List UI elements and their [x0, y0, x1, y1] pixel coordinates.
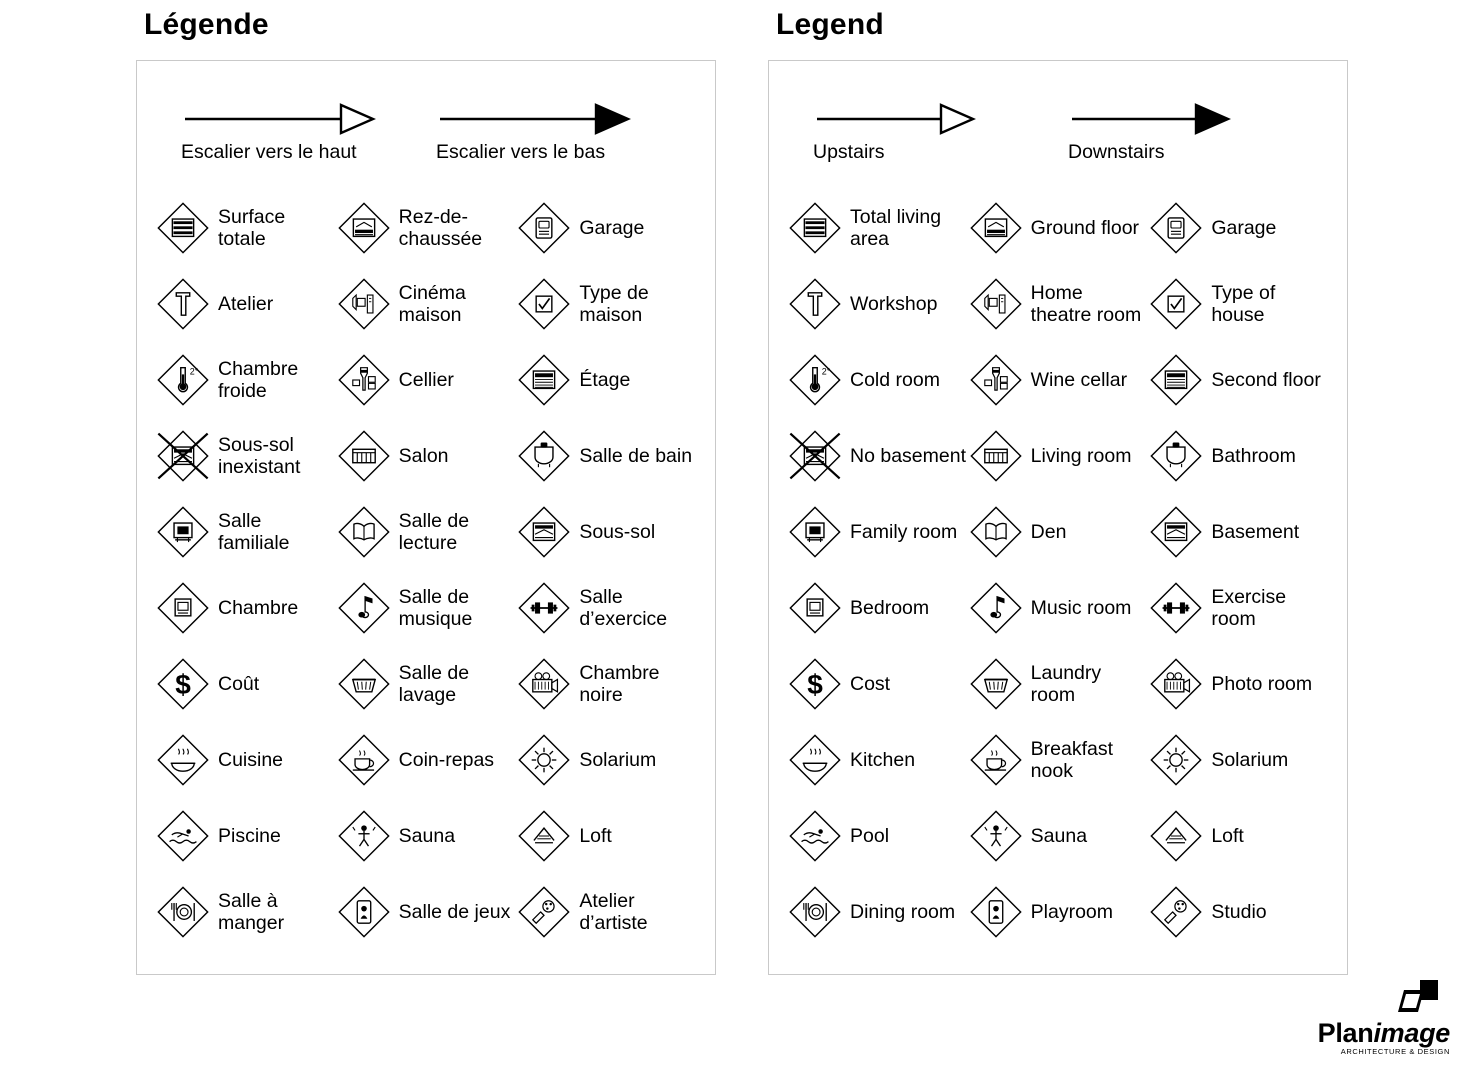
legend-item-label: Playroom [1030, 900, 1114, 923]
legend-item [968, 570, 1149, 646]
legend-item-label: Chambre noire [579, 661, 660, 706]
legend-item-label: Cuisine [218, 748, 284, 771]
legend-item-label: Salon [398, 444, 449, 467]
legend-item [336, 494, 517, 570]
legend-item-label: Workshop [850, 292, 938, 315]
legend-item-label: Music room [1030, 596, 1132, 619]
stairs-up-label-french: Escalier vers le haut [181, 141, 357, 163]
legend-item-label: Den [1030, 520, 1067, 543]
legend-item-label: Breakfast nook [1030, 737, 1114, 782]
legend-item-label: Photo room [1211, 672, 1313, 695]
playroom-icon [968, 884, 1024, 940]
legend-item-label: Bedroom [850, 596, 930, 619]
legend-item [1148, 874, 1329, 950]
legend-item [155, 494, 336, 570]
kitchen-icon [155, 732, 211, 788]
solarium-icon [516, 732, 572, 788]
legend-item [336, 266, 517, 342]
bedroom-icon [787, 580, 843, 636]
legend-item-label: Sous-sol inexistant [218, 433, 301, 478]
legend-item-label: Pool [850, 824, 890, 847]
legend-item [787, 722, 968, 798]
legend-item-label: Solarium [579, 748, 657, 771]
second-floor-icon [516, 352, 572, 408]
basement-icon [1148, 504, 1204, 560]
legend-item-label: Loft [1211, 824, 1244, 847]
legend-item-label: Wine cellar [1030, 368, 1128, 391]
logo-name-italic: image [1373, 1018, 1450, 1048]
legend-item-label: Atelier [218, 292, 274, 315]
ground-floor-icon [968, 200, 1024, 256]
legend-item-label: Solarium [1211, 748, 1289, 771]
pool-icon [155, 808, 211, 864]
family-room-icon [787, 504, 843, 560]
stairs-down-label-french: Escalier vers le bas [436, 141, 606, 163]
solarium-icon [1148, 732, 1204, 788]
legend-item [787, 798, 968, 874]
legend-item-label: Chambre [218, 596, 299, 619]
laundry-room-icon [336, 656, 392, 712]
legend-item-label: Garage [1211, 216, 1277, 239]
legend-item [787, 494, 968, 570]
legend-item [516, 494, 697, 570]
total-living-area-icon [787, 200, 843, 256]
legend-item [787, 342, 968, 418]
breakfast-nook-icon [336, 732, 392, 788]
legend-item-label: Coût [218, 672, 260, 695]
bathroom-icon [1148, 428, 1204, 484]
workshop-icon [787, 276, 843, 332]
cost-icon [155, 656, 211, 712]
legend-item-label: Bathroom [1211, 444, 1296, 467]
legend-item-label: Salle de lecture [398, 509, 470, 554]
legend-item-label: Salle à manger [218, 889, 285, 934]
legend-item-label: Studio [1211, 900, 1267, 923]
svg-text:2°: 2° [821, 366, 831, 377]
legend-item-label: Rez-de-chaussée [398, 205, 483, 250]
legend-item-label: Salle de jeux [398, 900, 511, 923]
stairs-up-label-english: Upstairs [813, 141, 885, 163]
page-title-french: Légende [144, 8, 269, 41]
logo-mark-icon [1390, 978, 1444, 1018]
legend-item [1148, 646, 1329, 722]
svg-text:$: $ [175, 669, 191, 701]
sauna-icon [336, 808, 392, 864]
legend-item-label: No basement [850, 444, 966, 467]
legend-box-english [768, 60, 1348, 975]
legend-item [1148, 266, 1329, 342]
arrow-down-filled-icon [436, 99, 666, 139]
dining-room-icon [787, 884, 843, 940]
legend-item-label: Sauna [1030, 824, 1088, 847]
legend-item-label: Coin-repas [398, 748, 495, 771]
type-of-house-icon [516, 276, 572, 332]
stairs-down-english [1068, 99, 1313, 164]
legend-item-label: Cellier [398, 368, 454, 391]
legend-item-label: Living room [1030, 444, 1132, 467]
legend-item [155, 874, 336, 950]
legend-item-label: Type de maison [579, 281, 649, 326]
no-basement-icon [155, 428, 211, 484]
arrow-up-outline-icon [181, 99, 411, 139]
garage-icon [1148, 200, 1204, 256]
stairs-up-english [813, 99, 1058, 164]
legend-item-label: Home theatre room [1030, 281, 1142, 326]
legend-item-label: Dining room [850, 900, 956, 923]
cost-icon [787, 656, 843, 712]
legend-item [1148, 798, 1329, 874]
living-room-icon [968, 428, 1024, 484]
wine-cellar-icon [336, 352, 392, 408]
legend-item-label: Family room [850, 520, 958, 543]
type-of-house-icon [1148, 276, 1204, 332]
legend-item [787, 646, 968, 722]
legend-grid-english [787, 190, 1329, 950]
legend-item [155, 418, 336, 494]
legend-item [336, 418, 517, 494]
legend-item [787, 266, 968, 342]
legend-item [516, 798, 697, 874]
legend-item-label: Basement [1211, 520, 1300, 543]
legend-item-label: Garage [579, 216, 645, 239]
legend-item [155, 266, 336, 342]
legend-item-label: Loft [579, 824, 612, 847]
legend-item [336, 646, 517, 722]
ground-floor-icon [336, 200, 392, 256]
exercise-room-icon [516, 580, 572, 636]
legend-item [1148, 494, 1329, 570]
home-theatre-icon [968, 276, 1024, 332]
arrow-down-filled-icon [1068, 99, 1298, 139]
legend-item [516, 418, 697, 494]
logo-name-plain: Plan [1317, 1018, 1374, 1048]
planimage-logo [1260, 978, 1450, 1056]
legend-item [155, 798, 336, 874]
legend-item [968, 722, 1149, 798]
legend-item [155, 646, 336, 722]
loft-icon [1148, 808, 1204, 864]
legend-grid-french [155, 190, 697, 950]
legend-item [1148, 570, 1329, 646]
stairs-row-english [787, 99, 1329, 164]
cold-room-icon [787, 352, 843, 408]
kitchen-icon [787, 732, 843, 788]
legend-item-label: Salle de bain [579, 444, 693, 467]
garage-icon [516, 200, 572, 256]
legend-item [336, 570, 517, 646]
legend-item [336, 342, 517, 418]
cold-room-icon [155, 352, 211, 408]
living-room-icon [336, 428, 392, 484]
logo-wordmark [1260, 1018, 1450, 1049]
legend-item [516, 570, 697, 646]
legend-item [968, 494, 1149, 570]
legend-panel-french [136, 8, 716, 975]
basement-icon [516, 504, 572, 560]
legend-item-label: Piscine [218, 824, 281, 847]
legend-item [516, 722, 697, 798]
legend-item [968, 418, 1149, 494]
legend-item-label: Cold room [850, 368, 940, 391]
legend-item [336, 874, 517, 950]
bedroom-icon [155, 580, 211, 636]
legend-item-label: Ground floor [1030, 216, 1140, 239]
exercise-room-icon [1148, 580, 1204, 636]
pool-icon [787, 808, 843, 864]
legend-item [1148, 190, 1329, 266]
legend-item-label: Surface totale [218, 205, 286, 250]
legend-box-french [136, 60, 716, 975]
no-basement-icon [787, 428, 843, 484]
legend-item-label: Étage [579, 368, 631, 391]
legend-item [968, 798, 1149, 874]
legend-item [516, 266, 697, 342]
legend-item [968, 874, 1149, 950]
legend-item-label: Laundry room [1030, 661, 1102, 706]
legend-item-label: Cinéma maison [398, 281, 466, 326]
stairs-up-french [181, 99, 426, 164]
home-theatre-icon [336, 276, 392, 332]
legend-item [336, 190, 517, 266]
legend-item-label: Type of house [1211, 281, 1276, 326]
svg-text:$: $ [807, 669, 823, 701]
legend-item [1148, 722, 1329, 798]
stairs-down-french [436, 99, 681, 164]
wine-cellar-icon [968, 352, 1024, 408]
photo-room-icon [1148, 656, 1204, 712]
workshop-icon [155, 276, 211, 332]
sauna-icon [968, 808, 1024, 864]
loft-icon [516, 808, 572, 864]
breakfast-nook-icon [968, 732, 1024, 788]
legend-item-label: Second floor [1211, 368, 1321, 391]
laundry-room-icon [968, 656, 1024, 712]
total-living-area-icon [155, 200, 211, 256]
legend-item-label: Sous-sol [579, 520, 656, 543]
stairs-row-french [155, 99, 697, 164]
page-title-english: Legend [776, 8, 884, 41]
legend-item-label: Atelier d’artiste [579, 889, 648, 934]
photo-room-icon [516, 656, 572, 712]
legend-item [516, 190, 697, 266]
legend-item [155, 570, 336, 646]
den-icon [336, 504, 392, 560]
legend-item-label: Salle familiale [218, 509, 290, 554]
arrow-up-outline-icon [813, 99, 1043, 139]
svg-text:2°: 2° [189, 366, 199, 377]
legend-item [1148, 342, 1329, 418]
bathroom-icon [516, 428, 572, 484]
second-floor-icon [1148, 352, 1204, 408]
legend-item [787, 874, 968, 950]
legend-item [968, 342, 1149, 418]
legend-item [516, 874, 697, 950]
legend-item [155, 190, 336, 266]
legend-item-label: Chambre froide [218, 357, 299, 402]
legend-panel-english [768, 8, 1348, 975]
studio-icon [1148, 884, 1204, 940]
legend-item [968, 190, 1149, 266]
legend-item-label: Kitchen [850, 748, 916, 771]
family-room-icon [155, 504, 211, 560]
legend-item [787, 190, 968, 266]
dining-room-icon [155, 884, 211, 940]
legend-item [155, 342, 336, 418]
legend-item-label: Salle de lavage [398, 661, 470, 706]
legend-item [336, 798, 517, 874]
legend-item-label: Salle d’exercice [579, 585, 668, 630]
studio-icon [516, 884, 572, 940]
playroom-icon [336, 884, 392, 940]
legend-item [516, 646, 697, 722]
legend-item [968, 646, 1149, 722]
legend-item [968, 266, 1149, 342]
stairs-down-label-english: Downstairs [1068, 141, 1165, 163]
legend-item [1148, 418, 1329, 494]
legend-item [155, 722, 336, 798]
legend-item-label: Sauna [398, 824, 456, 847]
legend-item-label: Exercise room [1211, 585, 1287, 630]
legend-item [787, 418, 968, 494]
legend-item [516, 342, 697, 418]
music-room-icon [968, 580, 1024, 636]
legend-item-label: Cost [850, 672, 891, 695]
legend-item [787, 570, 968, 646]
legend-item-label: Salle de musique [398, 585, 473, 630]
legend-item [336, 722, 517, 798]
music-room-icon [336, 580, 392, 636]
logo-tagline: ARCHITECTURE & DESIGN [1340, 1047, 1450, 1056]
den-icon [968, 504, 1024, 560]
legend-item-label: Total living area [850, 205, 942, 250]
